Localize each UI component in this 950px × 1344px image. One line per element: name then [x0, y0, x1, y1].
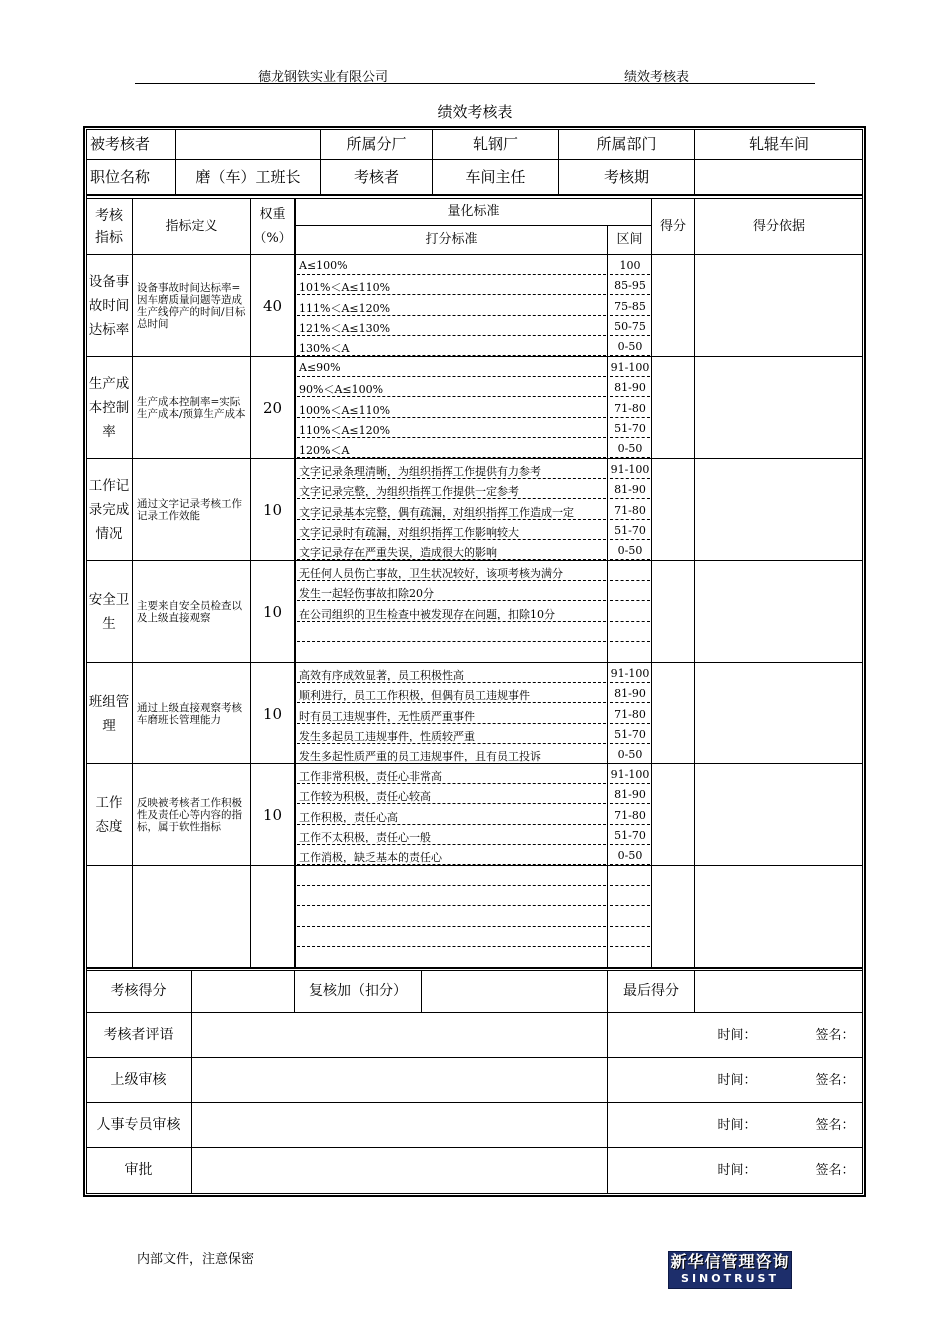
range-value: 71-80	[614, 708, 646, 721]
score-cell[interactable]	[652, 663, 694, 765]
criterion-text	[299, 422, 606, 436]
indicator-name-line: 生	[102, 616, 116, 632]
signoff-sign-label: 签名：	[815, 1117, 855, 1133]
indicator-name-line: 工作记	[88, 478, 130, 494]
criterion-text	[299, 667, 606, 681]
range-line	[610, 682, 650, 683]
signoff-time-label: 时间：	[717, 1162, 757, 1178]
range-line	[610, 824, 650, 825]
col-indicator	[86, 202, 132, 252]
criterion-line	[297, 580, 606, 581]
col-definition: 指标定义	[165, 218, 218, 234]
sinotrust-logo	[668, 1251, 792, 1289]
range-value: 81-90	[614, 483, 646, 496]
range-line	[610, 600, 650, 601]
range-line	[610, 844, 650, 845]
range-line	[610, 376, 650, 377]
range-value: 51-70	[614, 829, 646, 842]
examiner-value[interactable]: 车间主任	[465, 167, 526, 186]
range-value: 0-50	[617, 748, 643, 761]
criterion-text	[299, 402, 606, 416]
indicator-definition: 通过文字记录考核工作记录工作效能	[137, 498, 242, 522]
range-line	[610, 641, 650, 642]
basis-cell[interactable]	[695, 255, 863, 357]
col-basis: 得分依据	[752, 218, 805, 234]
criterion-label: A≤90%	[299, 361, 341, 374]
criterion-label: 工作消极，缺乏基本的责任心	[299, 851, 442, 863]
criterion-text	[299, 544, 606, 558]
range-value: 0-50	[617, 442, 643, 455]
criterion-text	[299, 300, 606, 314]
col-weight	[251, 202, 294, 252]
signoff-comment-field[interactable]	[192, 1103, 607, 1148]
branch-value[interactable]: 轧钢厂	[472, 134, 518, 153]
criterion-label: 110%＜A≤120%	[299, 424, 391, 436]
examinee-label: 被考核者	[90, 134, 151, 153]
criterion-text	[299, 788, 606, 802]
examiner-label: 考核者	[353, 167, 399, 186]
criterion-label: A≤100%	[299, 259, 348, 272]
basis-cell[interactable]	[695, 663, 863, 765]
indicator-name	[86, 357, 132, 459]
criterion-text	[299, 259, 606, 273]
range-line	[610, 723, 650, 724]
range-value: 50-75	[614, 320, 646, 333]
criterion-text	[299, 463, 606, 477]
criterion-label: 高效有序成效显著，员工积极性高	[299, 669, 464, 681]
criterion-line	[297, 885, 606, 886]
indicator-name-line: 安全卫	[88, 592, 130, 608]
criterion-line	[297, 905, 606, 906]
criterion-line	[297, 376, 606, 377]
basis-cell[interactable]	[695, 357, 863, 459]
criterion-text	[299, 849, 606, 863]
criterion-line	[297, 621, 606, 622]
criterion-text	[299, 340, 606, 354]
criterion-text	[299, 565, 606, 579]
col-quant: 量化标准	[447, 204, 500, 220]
signoff-comment-field[interactable]	[192, 1013, 607, 1058]
col-range: 区间	[616, 232, 643, 248]
score-cell[interactable]	[652, 255, 694, 357]
indicator-name-line: 工作	[95, 795, 123, 811]
range-value: 75-85	[614, 300, 646, 313]
criterion-line	[297, 294, 606, 295]
header-rule	[135, 83, 815, 84]
range-line	[610, 905, 650, 906]
criterion-line	[297, 539, 606, 540]
range-value: 0-50	[617, 340, 643, 353]
indicator-name-line: 设备事	[88, 274, 130, 290]
range-line	[610, 396, 650, 397]
criterion-line	[297, 437, 606, 438]
summary-review-value[interactable]	[422, 971, 607, 1012]
score-cell[interactable]	[652, 561, 694, 663]
range-line	[610, 580, 650, 581]
criterion-label: 文字记录基本完整，偶有疏漏，对组织指挥工作造成一定	[299, 506, 574, 518]
signoff-sign-label: 签名：	[815, 1162, 855, 1178]
col-indicator-l1: 考核	[95, 208, 123, 224]
col-weight-l2: （%）	[253, 231, 292, 246]
criterion-line	[297, 641, 606, 642]
col-indicator-l2: 指标	[95, 230, 123, 246]
indicator-name-line: 录完成	[88, 502, 130, 518]
criterion-text	[299, 708, 606, 722]
range-line	[610, 783, 650, 784]
indicator-name-line: 情况	[95, 526, 123, 542]
col-weight-l1: 权重	[259, 207, 286, 222]
range-value: 91-100	[610, 361, 650, 374]
dept-value[interactable]: 轧辊车间	[748, 134, 809, 153]
indicator-weight: 10	[262, 805, 283, 824]
criterion-label: 发生多起性质严重的员工违规事件，且有员工投诉	[299, 750, 541, 762]
criterion-line	[297, 682, 606, 683]
period-label: 考核期	[603, 167, 649, 186]
criterion-line	[297, 396, 606, 397]
footer-note: 内部文件，注意保密	[137, 1252, 255, 1267]
indicator-name	[86, 663, 132, 765]
criterion-text	[299, 381, 606, 395]
criterion-text	[299, 361, 606, 375]
criterion-label: 121%＜A≤130%	[299, 322, 391, 334]
criterion-label: 101%＜A≤110%	[299, 281, 391, 293]
basis-cell[interactable]	[695, 459, 863, 561]
indicator-weight: 10	[262, 500, 283, 519]
criterion-line	[297, 723, 606, 724]
range-value: 91-100	[610, 667, 650, 680]
signoff-comment-field[interactable]	[192, 1148, 607, 1193]
indicator-name	[86, 561, 132, 663]
criterion-line	[297, 783, 606, 784]
signoff-comment-field[interactable]	[192, 1058, 607, 1103]
rule	[294, 199, 296, 967]
range-line	[610, 498, 650, 499]
range-line	[610, 274, 650, 275]
criterion-text	[299, 809, 606, 823]
criterion-line	[297, 946, 606, 947]
period-value[interactable]	[695, 160, 863, 194]
criterion-label: 顺利进行，员工工作积极，但偶有员工违规事件	[299, 689, 530, 701]
criterion-label: 无任何人员伤亡事故，卫生状况较好，该项考核为满分	[299, 567, 563, 579]
criterion-text	[299, 504, 606, 518]
criterion-label: 工作较为积极，责任心较高	[299, 790, 431, 802]
indicator-name-line: 故时间	[88, 298, 130, 314]
indicator-name-line: 本控制	[88, 400, 130, 416]
range-value: 71-80	[614, 504, 646, 517]
indicator-definition: 主要来自安全员检查以及上级直接观察	[137, 600, 242, 624]
criterion-line	[297, 702, 606, 703]
summary-score-value[interactable]	[192, 971, 294, 1012]
indicator-weight: 20	[262, 398, 283, 417]
criterion-label: 120%＜A	[299, 444, 350, 456]
header-doc-label: 绩效考核表	[624, 70, 690, 85]
range-line	[610, 437, 650, 438]
indicator-name-line: 生产成	[88, 376, 130, 392]
logo-en: SINOTRUST	[681, 1272, 779, 1285]
signoff-label: 人事专员审核	[96, 1117, 181, 1134]
criterion-label: 发生多起员工违规事件，性质较严重	[299, 730, 475, 742]
criterion-line	[297, 926, 606, 927]
signoff-time-label: 时间：	[717, 1117, 757, 1133]
range-line	[610, 335, 650, 336]
range-value: 51-70	[614, 728, 646, 741]
range-value: 51-70	[614, 422, 646, 435]
criterion-text	[299, 687, 606, 701]
indicator-name	[86, 764, 132, 866]
range-line	[610, 621, 650, 622]
indicator-definition: 反映被考核者工作积极性及责任心等内容的指标，属于软性指标	[137, 797, 242, 833]
criterion-text	[299, 279, 606, 293]
indicator-weight: 10	[262, 704, 283, 723]
indicator-name-line: 率	[102, 424, 116, 440]
criterion-line	[297, 417, 606, 418]
score-cell[interactable]	[652, 459, 694, 561]
company-name: 德龙钢铁实业有限公司	[258, 70, 389, 85]
range-line	[610, 743, 650, 744]
summary-final-label: 最后得分	[623, 983, 679, 1000]
signoff-label: 审批	[124, 1162, 153, 1179]
indicator-definition: 生产成本控制率=实际生产成本/预算生产成本	[137, 396, 246, 420]
range-line	[610, 926, 650, 927]
rule	[132, 199, 133, 967]
criterion-label: 文字记录条理清晰，为组织指挥工作提供有力参考	[299, 465, 541, 477]
position-value[interactable]: 磨（车）工班长	[195, 167, 301, 186]
basis-cell[interactable]	[695, 764, 863, 866]
signoff-time-label: 时间：	[717, 1072, 757, 1088]
range-line	[610, 803, 650, 804]
indicator-name-line: 达标率	[88, 322, 130, 338]
indicator-name-line: 态度	[95, 819, 123, 835]
summary-review-label: 复核加（扣分）	[309, 983, 407, 1000]
indicator-name	[86, 459, 132, 561]
criterion-text	[299, 748, 606, 762]
criterion-line	[297, 478, 606, 479]
criterion-label: 100%＜A≤110%	[299, 404, 391, 416]
criterion-line	[297, 743, 606, 744]
criterion-line	[297, 824, 606, 825]
block-divider	[86, 865, 863, 866]
range-value: 0-50	[617, 544, 643, 557]
range-line	[610, 519, 650, 520]
range-line	[610, 417, 650, 418]
col-score: 得分	[659, 218, 686, 234]
criterion-text	[299, 483, 606, 497]
indicator-definition: 设备事故时间达标率=因车磨质量问题等造成生产线停产的时间/目标总时间	[137, 282, 246, 330]
range-line	[610, 539, 650, 540]
criterion-text	[299, 524, 606, 538]
summary-final-value[interactable]	[695, 971, 863, 1012]
criterion-label: 文字记录时有疏漏，对组织指挥工作影响较大	[299, 526, 519, 538]
summary-score-label: 考核得分	[110, 983, 167, 1000]
criterion-label: 在公司组织的卫生检查中被发现存在问题，扣除10分	[299, 608, 555, 620]
signoff-sign-label: 签名：	[815, 1072, 855, 1088]
range-line	[610, 702, 650, 703]
document-title: 绩效考核表	[437, 103, 513, 121]
criterion-line	[297, 803, 606, 804]
criterion-text	[299, 829, 606, 843]
criterion-label: 90%＜A≤100%	[299, 383, 384, 395]
signoff-sign-label: 签名：	[815, 1027, 855, 1043]
indicator-name-line: 班组管	[88, 694, 130, 710]
indicator-name-line: 理	[102, 718, 116, 734]
criterion-line	[297, 844, 606, 845]
criterion-label: 130%＜A	[299, 342, 350, 354]
basis-cell[interactable]	[695, 561, 863, 663]
criterion-label: 文字记录存在严重失误，造成很大的影响	[299, 546, 497, 558]
range-value: 0-50	[617, 849, 643, 862]
range-value: 85-95	[614, 279, 646, 292]
rule	[607, 226, 608, 967]
criterion-label: 111%＜A≤120%	[299, 302, 391, 314]
range-line	[610, 885, 650, 886]
criterion-label: 工作积极，责任心高	[299, 811, 398, 823]
criterion-text	[299, 442, 606, 456]
signoff-label: 考核者评语	[103, 1027, 174, 1044]
range-line	[610, 294, 650, 295]
rule	[86, 194, 863, 196]
criterion-line	[297, 335, 606, 336]
dept-label: 所属部门	[596, 134, 657, 153]
signoff-time-label: 时间：	[717, 1027, 757, 1043]
signoff-label: 上级审核	[110, 1072, 167, 1089]
logo-cn: 新华信管理咨询	[670, 1252, 790, 1271]
position-label: 职位名称	[90, 167, 151, 186]
score-cell[interactable]	[652, 357, 694, 459]
criterion-label: 时有员工违规事件，无性质严重事件	[299, 710, 475, 722]
criterion-line	[297, 274, 606, 275]
range-value: 100	[619, 259, 641, 272]
criterion-label: 工作不太积极，责任心一般	[299, 831, 431, 843]
criterion-text	[299, 320, 606, 334]
indicator-definition: 通过上级直接观察考核车磨班长管理能力	[137, 702, 242, 726]
range-line	[610, 946, 650, 947]
indicator-name	[86, 255, 132, 357]
examinee-value[interactable]	[176, 129, 320, 159]
range-value: 71-80	[614, 809, 646, 822]
rule	[86, 967, 863, 969]
range-value: 81-90	[614, 788, 646, 801]
criterion-label: 发生一起轻伤事故扣除20分	[299, 587, 434, 599]
criterion-line	[297, 315, 606, 316]
criterion-line	[297, 498, 606, 499]
range-line	[610, 478, 650, 479]
col-scoring: 打分标准	[425, 232, 478, 248]
indicator-weight: 40	[262, 296, 283, 315]
criterion-line	[297, 519, 606, 520]
branch-label: 所属分厂	[346, 134, 407, 153]
criterion-text	[299, 585, 606, 599]
score-cell[interactable]	[652, 764, 694, 866]
range-value: 81-90	[614, 381, 646, 394]
range-value: 51-70	[614, 524, 646, 537]
criterion-line	[297, 600, 606, 601]
range-value: 81-90	[614, 687, 646, 700]
range-value: 91-100	[610, 768, 650, 781]
criterion-text	[299, 606, 606, 620]
criterion-label: 文字记录完整，为组织指挥工作提供一定参考	[299, 485, 519, 497]
criterion-text	[299, 768, 606, 782]
indicator-weight: 10	[262, 602, 283, 621]
range-value: 91-100	[610, 463, 650, 476]
criterion-label: 工作非常积极，责任心非常高	[299, 770, 442, 782]
criterion-text	[299, 728, 606, 742]
range-value: 71-80	[614, 402, 646, 415]
range-line	[610, 315, 650, 316]
